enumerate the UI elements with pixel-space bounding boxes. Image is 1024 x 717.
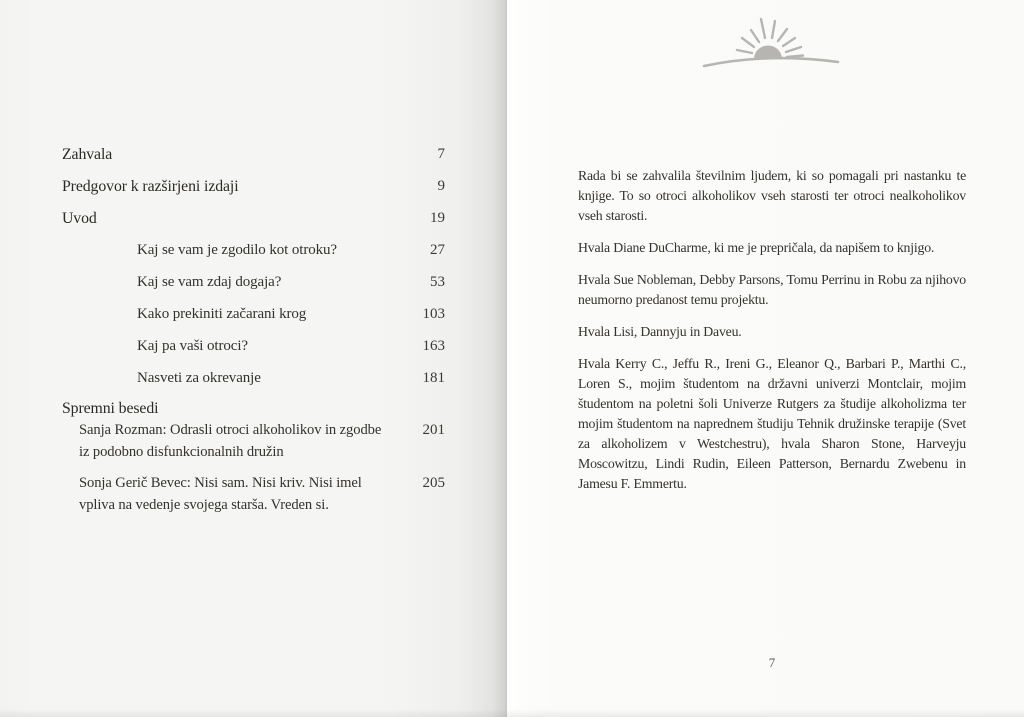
right-page-acknowledgments (507, 0, 1024, 717)
toc-entry-label: Kaj se vam zdaj dogaja? (137, 274, 282, 290)
acknowledgments-paragraph: Hvala Lisi, Dannyju in Daveu. (578, 324, 742, 339)
toc-entry-label: Kaj se vam je zgodilo kot otroku? (137, 242, 337, 258)
toc-entry (62, 208, 445, 230)
toc-entry-page-number: 201 (422, 422, 445, 438)
toc-entry-page-number: 181 (422, 370, 445, 386)
toc-entry (62, 336, 445, 358)
left-page-table-of-contents (0, 0, 507, 717)
acknowledgments-text (578, 166, 966, 494)
toc-entry-page-number: 19 (430, 210, 445, 226)
toc-entry-label: Kaj pa vaši otroci? (137, 338, 248, 354)
toc-entry (62, 176, 445, 198)
acknowledgments-paragraph: Hvala Sue Nobleman, Debby Parsons, Tomu Perrinu in Robu za njihovo neumorno predanost temu projektu. (578, 272, 966, 307)
toc-entry-label: Spremni besedi (62, 400, 159, 417)
toc-entry-label: Predgovor k razširjeni izdaji (62, 178, 239, 195)
toc-entry-page-number: 163 (422, 338, 445, 354)
toc-entry-page-number: 205 (422, 475, 445, 491)
page-number: 7 (768, 655, 776, 670)
toc-entry-label: Sonja Gerič Bevec: Nisi sam. Nisi kriv. Nisi imel vpliva na vedenje svojega starša. Vreden si. (79, 475, 362, 513)
rising-sun-icon (690, 5, 850, 75)
toc-entry (62, 304, 445, 326)
toc-entry (62, 368, 445, 390)
toc-entry-label: Nasveti za okrevanje (137, 370, 261, 386)
toc-entry-page-number: 53 (430, 274, 445, 290)
toc-entry-page-number: 103 (422, 306, 445, 322)
toc-entry-page-number: 9 (437, 178, 445, 194)
toc-entry-page-number: 7 (437, 146, 445, 162)
toc-entry (62, 144, 445, 166)
toc-entry-label: Uvod (62, 210, 97, 227)
acknowledgments-paragraph: Hvala Diane DuCharme, ki me je prepričala, da napišem to knjigo. (578, 240, 935, 255)
toc-entry-label: Zahvala (62, 146, 113, 163)
toc-entry-label: Kako prekiniti začarani krog (137, 306, 307, 322)
toc-entry-page-number: 27 (430, 242, 445, 258)
toc-entry-label: Sanja Rozman: Odrasli otroci alkoholikov in zgodbe iz podobno disfunkcionalnih družin (79, 422, 382, 460)
acknowledgments-paragraph: Rada bi se zahvalila številnim ljudem, ki so pomagali pri nastanku te knjige. To so otroci alkoholikov vseh starosti ter otroci nealkoholikov vseh starosti. (578, 168, 966, 223)
toc-entry (62, 272, 445, 294)
toc-entry (62, 420, 445, 463)
toc-entry (62, 398, 445, 420)
toc-entry (62, 473, 445, 516)
toc-entry (62, 240, 445, 262)
acknowledgments-paragraph: Hvala Kerry C., Jeffu R., Ireni G., Eleanor Q., Barbari P., Marthi C., Loren S., mojim študentom na državni univerzi Montclair, mojim študentom na poletni šoli Univerze Rutgers za študije alkoholizma ter mojim študentom na naprednem študiju Tehnik družinske terapije (Svet za alkoholizem v Westchestru), hvala Sharon Stone, Harveyju Moscowitzu, Lindi Rudin, Eileen Patterson, Bernardu Zwebenu in Jamesu F. Emmertu. (578, 356, 966, 491)
